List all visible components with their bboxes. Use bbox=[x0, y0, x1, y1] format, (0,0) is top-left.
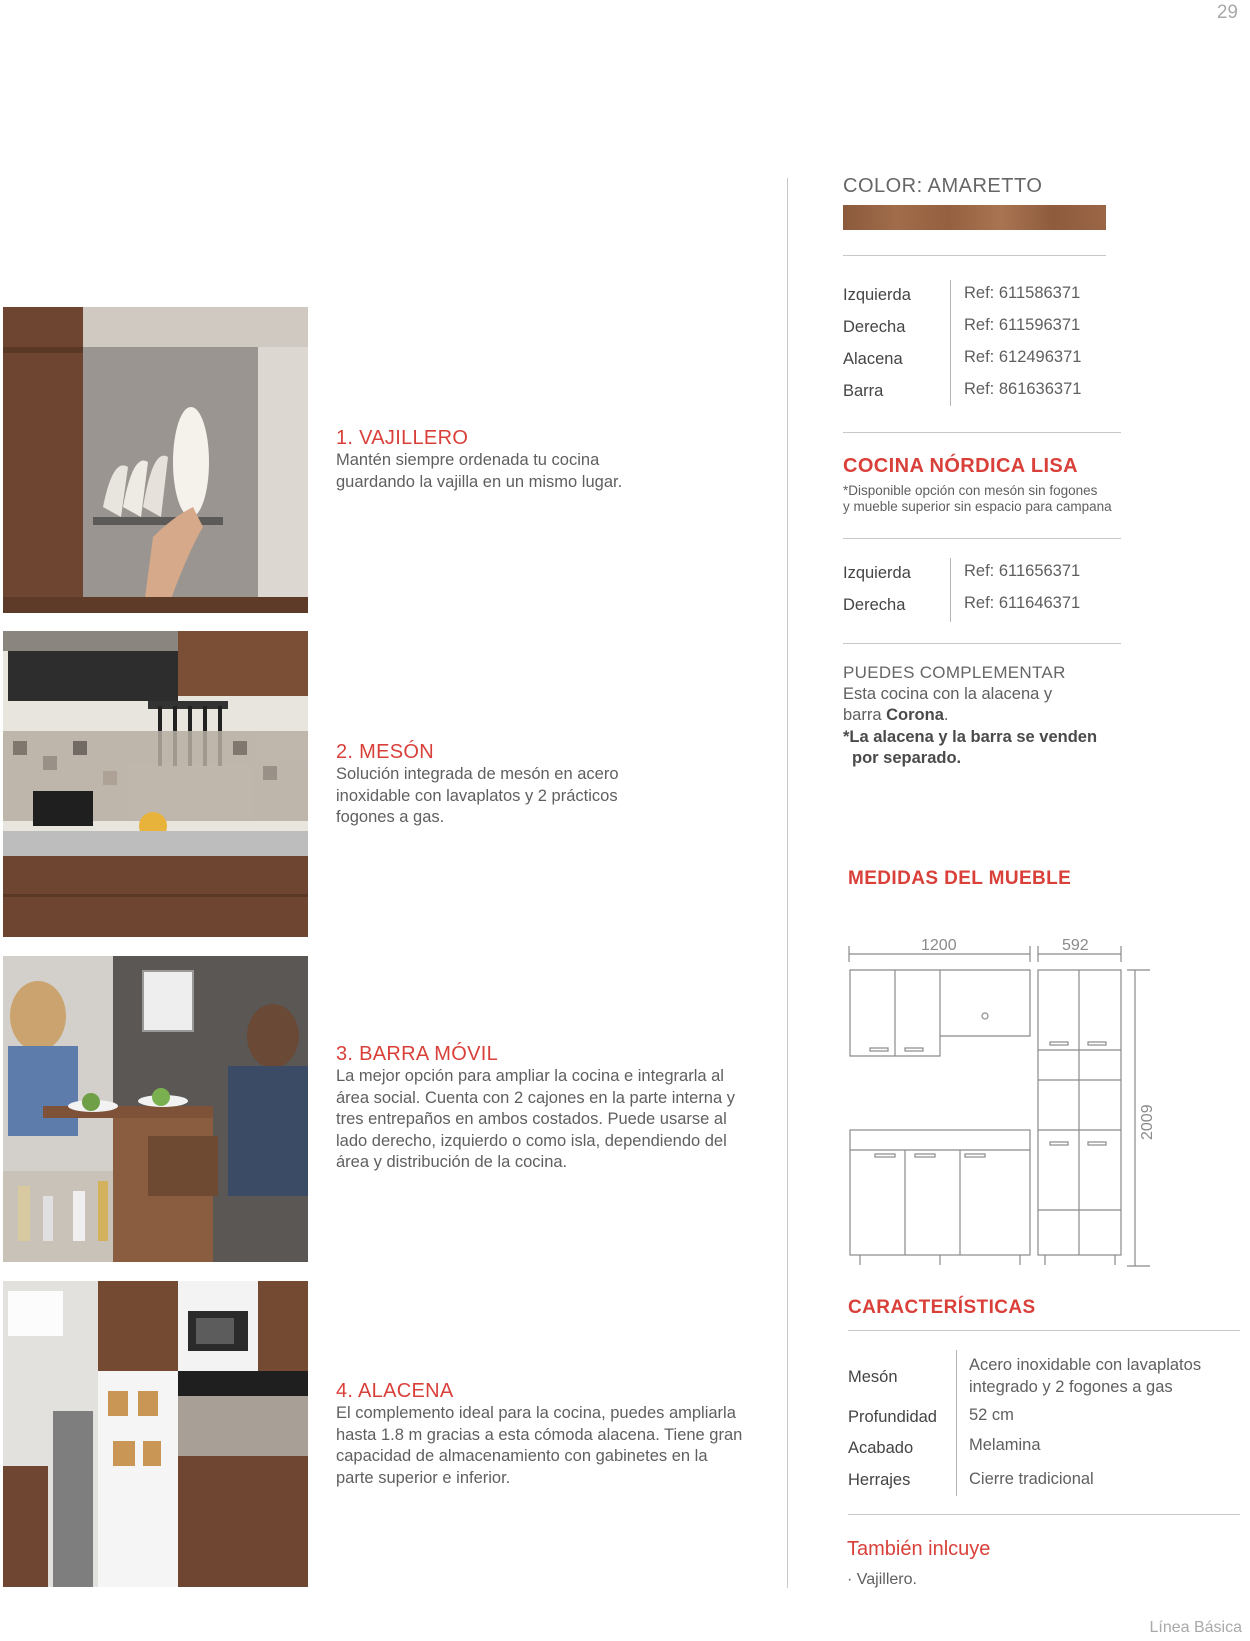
spec-value: Cierre tradicional bbox=[969, 1470, 1094, 1488]
spec-name: Mesón bbox=[848, 1368, 898, 1386]
complement-note-text: *La alacena y la barra se venden bbox=[843, 727, 1098, 746]
ref-row bbox=[843, 590, 1123, 622]
ref-name: Derecha bbox=[843, 318, 906, 336]
divider bbox=[843, 538, 1121, 539]
divider bbox=[843, 255, 1106, 256]
complement-block bbox=[843, 662, 1173, 770]
ref-table-main bbox=[843, 280, 1123, 408]
ref-row bbox=[843, 376, 1123, 408]
tambien-item: · Vajillero. bbox=[847, 1571, 917, 1588]
dimension-drawing bbox=[845, 930, 1156, 1275]
footer-section-title: Línea Básica bbox=[1149, 1619, 1242, 1636]
width-side-label: 592 bbox=[1062, 937, 1089, 954]
column-divider bbox=[787, 178, 788, 1588]
feature-text: La mejor opción para ampliar la cocina e integrarla al área social. Cuenta con 2 cajones en la parte interna y tres entrepaños en ambos costados. Puede usarse al lado derecho, izquierdo o como isla, dependiendo del área y distribución de la cocina. bbox=[336, 1067, 735, 1171]
ref-code: Ref: 611656371 bbox=[964, 562, 1081, 580]
complement-text: . bbox=[943, 706, 949, 724]
feature-meson bbox=[336, 741, 756, 829]
tambien-title: También inlcuye bbox=[847, 1538, 991, 1560]
divider bbox=[848, 1330, 1240, 1331]
ref-name: Izquierda bbox=[843, 564, 911, 582]
spec-name: Herrajes bbox=[848, 1471, 911, 1489]
nordica-title: COCINA NÓRDICA LISA bbox=[843, 455, 1079, 477]
photo-barra-movil bbox=[3, 956, 308, 1262]
height-label: 2009 bbox=[1139, 1104, 1156, 1140]
ref-code: Ref: 861636371 bbox=[964, 380, 1082, 398]
complement-brand: Corona bbox=[886, 706, 944, 724]
ref-code: Ref: 611646371 bbox=[964, 594, 1081, 612]
ref-name: Barra bbox=[843, 382, 884, 400]
nordica-note bbox=[843, 483, 1112, 515]
medidas-title: MEDIDAS DEL MUEBLE bbox=[848, 868, 1072, 889]
spec-separator bbox=[956, 1350, 957, 1496]
ref-code: Ref: 611596371 bbox=[964, 316, 1081, 334]
ref-row bbox=[843, 344, 1123, 376]
nordica-note-line: y mueble superior sin espacio para campana bbox=[843, 499, 1112, 514]
nordica-note-line: *Disponible opción con mesón sin fogones bbox=[843, 483, 1098, 498]
spec-name: Profundidad bbox=[848, 1408, 937, 1426]
complement-line: Esta cocina con la alacena y bbox=[843, 684, 1053, 703]
ref-code: Ref: 611586371 bbox=[964, 284, 1081, 302]
feature-text: Solución integrada de mesón en acero inoxidable con lavaplatos y 2 prácticos fogones a gas. bbox=[336, 765, 619, 826]
ref-code: Ref: 612496371 bbox=[964, 348, 1082, 366]
feature-alacena bbox=[336, 1380, 756, 1489]
complement-heading: PUEDES COMPLEMENTAR bbox=[843, 663, 1066, 682]
color-label: COLOR: AMARETTO bbox=[843, 175, 1043, 197]
ref-name: Izquierda bbox=[843, 286, 911, 304]
ref-row bbox=[843, 312, 1123, 344]
ref-row bbox=[843, 280, 1123, 312]
spec-value: 52 cm bbox=[969, 1406, 1014, 1424]
feature-barra-movil bbox=[336, 1043, 756, 1174]
complement-note bbox=[843, 748, 1173, 770]
ref-name: Alacena bbox=[843, 350, 903, 368]
feature-vajillero bbox=[336, 427, 756, 493]
color-swatch bbox=[843, 205, 1106, 230]
page-number: 29 bbox=[1216, 2, 1238, 23]
photo-alacena bbox=[3, 1281, 308, 1587]
photo-vajillero bbox=[3, 307, 308, 613]
photo-meson bbox=[3, 631, 308, 937]
feature-text: Mantén siempre ordenada tu cocina guardando la vajilla en un mismo lugar. bbox=[336, 451, 623, 491]
feature-text: El complemento ideal para la cocina, puedes ampliarla hasta 1.8 m gracias a esta cómoda alacena. Tiene gran capacidad de almacenamiento con gabinetes en la parte superior e inferior. bbox=[336, 1404, 743, 1487]
caracteristicas-title: CARACTERÍSTICAS bbox=[848, 1297, 1036, 1318]
feature-title: 3. BARRA MÓVIL bbox=[336, 1043, 499, 1065]
divider bbox=[843, 643, 1121, 644]
complement-note bbox=[843, 727, 1173, 749]
feature-title: 1. VAJILLERO bbox=[336, 427, 469, 449]
complement-line bbox=[843, 705, 1173, 727]
feature-title: 4. ALACENA bbox=[336, 1380, 454, 1402]
complement-text: barra bbox=[843, 706, 882, 724]
spec-value: Acero inoxidable con lavaplatos integrado y 2 fogones a gas bbox=[969, 1356, 1202, 1396]
complement-note-text: por separado. bbox=[852, 749, 962, 767]
ref-table-nordica bbox=[843, 558, 1123, 622]
spec-name: Acabado bbox=[848, 1439, 914, 1457]
ref-row bbox=[843, 558, 1123, 590]
divider bbox=[843, 432, 1121, 433]
width-main-label: 1200 bbox=[921, 937, 957, 954]
divider bbox=[848, 1514, 1240, 1515]
spec-value: Melamina bbox=[969, 1436, 1041, 1454]
feature-title: 2. MESÓN bbox=[336, 741, 434, 763]
ref-name: Derecha bbox=[843, 596, 906, 614]
